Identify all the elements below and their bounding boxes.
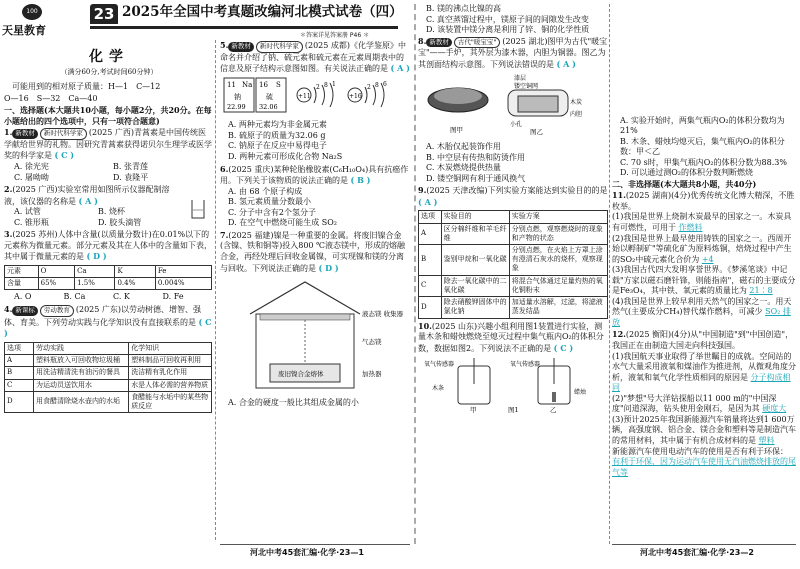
- answer: ( A ): [390, 63, 410, 74]
- option: A. 实验开始时，两集气瓶内O₂的体积分数均为21%: [620, 115, 785, 136]
- question-text: (2025 广西)青蒿素是中国传统医学献给世界的礼物。因研究青蒿素获得诺贝尔生理学或医学奖的科学家是: [4, 128, 212, 161]
- question-6: [220, 164, 410, 229]
- table-header: 选项: [419, 211, 442, 223]
- svg-text:1: 1: [332, 80, 336, 88]
- svg-text:2: 2: [316, 83, 320, 91]
- option: D. 该装置中镁分离是利用了锌、铜的化学性质: [426, 25, 590, 35]
- question-number: 2.: [4, 184, 13, 195]
- svg-text:8: 8: [375, 81, 379, 89]
- option: B. 镁的沸点比镍的高: [426, 4, 501, 13]
- tag: 新时代科学家: [40, 128, 87, 140]
- label: 氧气传感器: [510, 361, 541, 369]
- label: 加热器: [362, 370, 382, 379]
- option: A. 合金的硬度一般比其组成金属的小: [228, 397, 359, 407]
- sub-question-text: (4)我国是世界上较早利用天然气的国家之一。用天然气(主要成分CH₄)替代煤作燃料，可减少: [612, 296, 792, 317]
- exam-info: （满分60分,考试时间60分钟）: [60, 68, 158, 76]
- sub-question-text: (3)预计2025年我国新能源汽车销量将达到1 600万辆，高强度钢、铝合金、镁合金和塑料等是制造汽车的常用材料，其中属于有机合成材料的是: [612, 414, 796, 445]
- table-cell: A: [5, 355, 34, 367]
- table-cell: 分别点燃，在火焰上方罩上涂有澄清石灰水的烧杯，观察现象: [509, 245, 607, 276]
- subject-title: 化学: [89, 49, 129, 65]
- column-1: [4, 82, 212, 530]
- table-cell: 除去硝酸钾固体中的氯化钠: [441, 297, 509, 318]
- answer: 有利于环保，因为运动汽车使用无汽油燃烧排放的尾气等: [612, 457, 796, 477]
- label: 漆层: [514, 75, 527, 83]
- table-header: K: [115, 265, 155, 277]
- tag: 新教材: [426, 38, 452, 48]
- answer-reference: ＊答案详见答案册 P46 ＊: [300, 32, 370, 39]
- footer-rule: [612, 544, 796, 545]
- question-12: [612, 329, 796, 478]
- table-cell: 用食醋清除烧水壶内的水垢: [33, 391, 128, 412]
- beaker-icon: [190, 198, 206, 220]
- question-number: 8.: [418, 35, 427, 46]
- question-4: [4, 304, 212, 413]
- label: 液态镁 收集器: [362, 310, 404, 319]
- table-cell: 水是人体必需的营养物质: [129, 379, 212, 391]
- question-number: 6.: [220, 163, 229, 174]
- element-symbol: Na: [242, 80, 253, 89]
- option: D. 镂空铜网有利于通风换气: [426, 173, 526, 183]
- question-3: [4, 229, 212, 303]
- sub-question: [612, 415, 796, 447]
- paper-number: 23: [90, 4, 118, 24]
- table-cell: B: [419, 245, 442, 276]
- element-name: 钠: [234, 92, 241, 101]
- atomic-masses-2: O—16 S—32 Ca—40: [4, 93, 98, 103]
- question-text: (2025 福建)镍是一种重要的金属。将废旧镍合金(含镍、铁和铜等)投入800 ℃液态镁中，形成的熔融合金，再经处理后回收金属镍，可实现镍和镁的分离与回收。下列说法正确的是: [220, 230, 406, 273]
- answer: 作燃料: [678, 223, 703, 233]
- answer: ( A ): [556, 58, 576, 69]
- sub-question: [612, 234, 796, 266]
- option: A. 由 68 个原子构成: [228, 186, 303, 196]
- question-text: (2025 广西)实验室常用如图所示仪器配制溶液，该仪器的名称是: [4, 185, 170, 206]
- option: C. 木炭燃烧提供热量: [426, 163, 501, 173]
- footer-rule: [220, 544, 410, 545]
- label: 木条: [432, 385, 445, 393]
- table-row: [5, 391, 212, 412]
- option: A. O: [14, 292, 32, 302]
- section-2-title: 二、非选择题(本大题共8小题，共40分): [612, 178, 757, 189]
- table-cell: 为运动员送饮用水: [33, 379, 128, 391]
- question-number: 3.: [4, 229, 13, 240]
- labor-table: [4, 342, 212, 413]
- answer: ( A ): [418, 196, 438, 207]
- question-number: 10.: [418, 320, 432, 331]
- answer: 硬度大: [762, 404, 787, 414]
- table-cell: B: [5, 367, 34, 379]
- logo-badge: 100: [22, 4, 42, 20]
- question-text: (2025 重庆)某种轮胎橡胶素(C₆H₁₀O₄)具有抗癌作用。下列关于该物质的说法正确的是: [220, 164, 409, 186]
- figure-caption: 乙: [550, 406, 557, 415]
- column-2: [220, 40, 410, 530]
- sub-question-text: (1)我国航天事业取得了举世瞩目的成就。空间站的水气大量采用液氧和煤油作为推进剂，从微观角度分析，液氧和氧气化学性质相同的原因是: [612, 351, 796, 382]
- table-cell: D: [419, 297, 442, 318]
- option: B. 烧杯: [98, 207, 125, 217]
- table-header: 元素: [5, 265, 39, 277]
- periodic-table-figure: [220, 75, 410, 117]
- table-header: 化学知识: [129, 342, 212, 354]
- svg-text:+11: +11: [298, 92, 311, 100]
- answer: ( D ): [86, 251, 107, 262]
- table-cell: 0.004%: [155, 278, 211, 290]
- question-8: [418, 36, 608, 185]
- option: D. 两种元素可形成化合物 Na₂S: [228, 152, 343, 162]
- experiment-table: [418, 210, 608, 318]
- option: B. 张青莲: [113, 162, 148, 172]
- table-row: [5, 379, 212, 391]
- table-cell: 含量: [5, 278, 39, 290]
- sub-question-text: (2)"梦想"号大洋钻探船以11 000 m的"中国深度"问道深海，钻头使用金刚石，是因为其: [612, 393, 777, 414]
- atomic-number: 16: [259, 80, 268, 89]
- table-header: 实验目的: [441, 211, 509, 223]
- question-text: (2025 山东)兴趣小组利用图1装置进行实验，测量木条和蜡烛燃烧至熄灭过程中集气瓶内O₂的体积分数，数据如图2。下列说法不正确的是: [418, 321, 604, 353]
- column-3: [418, 4, 608, 530]
- option: D. Fe: [162, 292, 184, 302]
- table-cell: 塑料制品可回收再利用: [129, 355, 212, 367]
- s-atom-structure: [348, 81, 387, 107]
- table-row: [5, 355, 212, 367]
- sub-question: [612, 447, 796, 479]
- option: B. Ca: [63, 292, 86, 302]
- table-cell: 1.5%: [75, 278, 115, 290]
- question-number: 1.: [4, 127, 13, 138]
- table-header: Fe: [155, 265, 211, 277]
- option: B. 氢元素质量分数最小: [228, 197, 311, 207]
- answer: ( C ): [54, 150, 75, 161]
- table-row: [419, 297, 608, 318]
- label: 木炭: [570, 99, 583, 107]
- question-text: (2025 广东)以劳动树德、增智、强体、育美。下列劳动实践与化学知识没有直接联系的是: [4, 304, 202, 327]
- question-text: (2025 苏州)人体中含量(以质量分数计)在0.01%以下的元素称为微量元素。部分元素及其在人体中的含量如下表，其中属于微量元素的是: [4, 230, 212, 262]
- atomic-mass: 32.06: [259, 102, 278, 111]
- question-number: 5.: [220, 40, 229, 50]
- table-cell: 塑料瓶放入可回收物垃圾桶: [33, 355, 128, 367]
- sub-question: [612, 265, 796, 297]
- table-cell: 洗洁精有乳化作用: [129, 367, 212, 379]
- tag: 劳动教育: [40, 305, 74, 317]
- tag: 新教材: [228, 42, 254, 52]
- question-text: (2025 湖南)(4分)优秀传统文化博大精深，不胜枚举。: [612, 191, 795, 211]
- sub-question: [612, 352, 796, 394]
- exam-title: 2025年全国中考真题改编河北模式试卷（四）: [122, 4, 403, 20]
- answer: 分子构成相同: [612, 372, 791, 393]
- option: A. 徐光宪: [14, 162, 49, 172]
- table-header: 劳动实践: [33, 342, 128, 354]
- answer: ( B ): [350, 175, 371, 186]
- atomic-mass: 22.99: [227, 102, 246, 111]
- answer: ( C ): [4, 316, 212, 339]
- figure-caption: 甲: [470, 406, 477, 415]
- oxygen-chart: [612, 4, 796, 112]
- question-number: 12.: [612, 329, 626, 340]
- column-divider: [215, 40, 216, 540]
- element-name: 硫: [266, 92, 273, 101]
- table-cell: 食醋能与水垢中的某些物质反应: [129, 391, 212, 412]
- svg-text:2: 2: [367, 83, 371, 91]
- option: D. 在空气中燃烧可能生成 SO₂: [228, 218, 338, 228]
- option: C. 锥形瓶: [14, 217, 49, 227]
- table-header: 选项: [5, 342, 34, 354]
- tag: 古代"暖宝宝": [454, 37, 500, 49]
- answer: ( D ): [318, 262, 339, 273]
- atomic-masses: 可能用到的相对原子质量：H—1 C—12: [12, 82, 161, 91]
- answer: ( A ): [78, 195, 98, 206]
- option: B. 木条、蜡烛均熄灭后，集气瓶内O₂的体积分数：甲＜乙: [620, 136, 785, 157]
- question-10: [418, 321, 608, 418]
- table-row: [419, 245, 608, 276]
- figure-caption: 图乙: [530, 128, 543, 137]
- option: D. 胶头滴管: [98, 217, 142, 227]
- question-number: 4.: [4, 303, 13, 314]
- sub-question: [612, 297, 796, 329]
- svg-text:6: 6: [383, 80, 387, 88]
- option: C. K: [113, 292, 130, 302]
- table-cell: 65%: [38, 278, 74, 290]
- tag: 新课标: [12, 306, 38, 316]
- table-row: [419, 275, 608, 296]
- combustion-apparatus-figure: [418, 354, 608, 414]
- figure-caption: 图甲: [450, 126, 463, 135]
- option: D. 可以通过测O₂的体积分数判断燃烧: [620, 168, 753, 178]
- section-1-title: 一、选择题(本大题共10小题，每小题2分，共20分。在每小题给出的四个选项中，只有一项符合题意): [4, 105, 212, 126]
- table-cell: 加适量水溶解，过滤，将滤液蒸发结晶: [509, 297, 607, 318]
- answer: +4: [701, 254, 714, 264]
- option: C. 70 s时，甲集气瓶内O₂的体积分数为88.3%: [620, 157, 787, 167]
- table-cell: 除去一氧化碳中的二氧化碳: [441, 275, 509, 296]
- question-number: 9.: [418, 185, 427, 196]
- sub-question: [612, 212, 796, 233]
- tag: 新时代科学家: [256, 41, 303, 53]
- option: C. 分子中含有2个氢分子: [228, 207, 317, 217]
- table-cell: D: [5, 391, 34, 412]
- question-7: [220, 230, 410, 408]
- vacuum-distillation-figure: [220, 274, 410, 394]
- table-cell: 区分棉纤维和羊毛纤维: [441, 223, 509, 244]
- option: A. 两种元素均为非金属元素: [228, 120, 327, 130]
- sub-question-text: 新能源汽车使用电动汽车的使用是否有利于环保：: [612, 446, 788, 456]
- option: D. 袁隆平: [113, 172, 149, 182]
- answer: 塑料: [758, 435, 775, 445]
- question-1: [4, 127, 212, 183]
- footer-right: 河北中考45套汇编·化学·23—2: [640, 548, 754, 557]
- element-symbol: S: [276, 80, 281, 89]
- label: 氧气传感器: [424, 361, 455, 369]
- table-row: [419, 223, 608, 244]
- table-cell: 将混合气体通过足量灼热的氧化铜粉末: [509, 275, 607, 296]
- option: A. 木胎仅起装饰作用: [426, 142, 501, 152]
- question-number: 7.: [220, 229, 229, 240]
- column-divider: [609, 4, 610, 544]
- table-cell: C: [419, 275, 442, 296]
- answer: ( C ): [553, 342, 574, 353]
- table-header: Ca: [75, 265, 115, 277]
- question-5: [220, 40, 410, 163]
- question-text: (2025 湖北)图甲为古代"暖宝宝"——手炉，其外层为漆木器，内胆为铜器。图乙为其剖面结构示意图。下列说法错误的是: [418, 36, 608, 69]
- question-text: (2025 衡阳)(4分)从"中国制造"到"中国创造"，我国正在由制造大国走向科技强国。: [612, 330, 794, 351]
- sub-question: [612, 394, 796, 415]
- table-row: [5, 367, 212, 379]
- option: B. 中空层有传热和防烫作用: [426, 152, 525, 162]
- logo: [2, 4, 62, 46]
- option: C. 真空蒸馏过程中，镁原子间的间隙发生改变: [426, 14, 589, 24]
- table-cell: A: [419, 223, 442, 244]
- svg-text:+16: +16: [349, 92, 362, 100]
- table-cell: 用洗洁精清洗有油污的餐具: [33, 367, 128, 379]
- header-rule: [90, 26, 398, 29]
- question-11: [612, 190, 796, 328]
- label: 镂空铜网: [514, 83, 539, 91]
- label: 小孔: [510, 121, 523, 129]
- question-2: [4, 184, 212, 228]
- label: 气态镁: [362, 338, 382, 347]
- footer-left: 河北中考45套汇编·化学·23—1: [250, 548, 364, 557]
- table-cell: 0.4%: [115, 278, 155, 290]
- svg-text:8: 8: [324, 81, 328, 89]
- table-cell: C: [5, 379, 34, 391]
- answer: 21∶8: [749, 286, 773, 296]
- option: B. 硫原子的质量为32.06 g: [228, 130, 326, 140]
- sub-question-text: (2)我国是世界上最早使用铸铁的国家之一。西周开始以孵制矿"等硫化矿为原料炼铜，焙烧过程中产生的SO₂中硫元素化合价为: [612, 233, 792, 264]
- page-divider: [414, 4, 416, 544]
- figure-caption: 图1: [508, 406, 519, 415]
- label: 废旧镍合金熔体: [278, 370, 324, 379]
- label: 内胆: [570, 111, 583, 119]
- element-table: [4, 265, 212, 290]
- brand-name: 天星教育: [2, 24, 46, 37]
- question-text: (2025 天津改编)下列实验方案能达到实验目的的是: [426, 186, 608, 196]
- question-number: 11.: [612, 190, 626, 201]
- option: C. 钠原子在反应中易得电子: [228, 141, 327, 151]
- sub-question-text: (1)我国是世界上烧制木炭最早的国家之一。木炭具有可燃性，可用于: [612, 212, 792, 233]
- sub-question-text: (3)我国古代四大发明享誉世界。《梦溪笔谈》中记载"方家以磁石磨针锋，则能指南"，磁石的主要成分是Fe₃O₄，其中铁、氧元素的质量比为: [612, 265, 796, 296]
- tag: 新教材: [12, 129, 38, 139]
- answer: SO₂ 排放: [612, 307, 791, 327]
- table-header: O: [38, 265, 74, 277]
- question-9: [418, 185, 608, 318]
- option: C. 屠呦呦: [14, 172, 49, 182]
- column-4: [612, 4, 796, 530]
- table-header: 实验方案: [509, 211, 607, 223]
- table-cell: 分别点燃，观察燃烧时的现象和产物的状态: [509, 223, 607, 244]
- question-text: (2025 成都)《化学鉴原》中命名并介绍了钠、硫元素和硫元素在元素周期表中的信息及原子结构示意图如图。有关说法正确的是: [220, 41, 407, 74]
- hand-warmer-figure: [418, 70, 608, 138]
- atomic-number: 11: [227, 80, 236, 89]
- table-cell: 鉴别甲烷和一氧化碳: [441, 245, 509, 276]
- option: A. 试管: [14, 207, 41, 217]
- label: 蜡烛: [574, 389, 587, 397]
- na-atom-structure: [297, 81, 336, 107]
